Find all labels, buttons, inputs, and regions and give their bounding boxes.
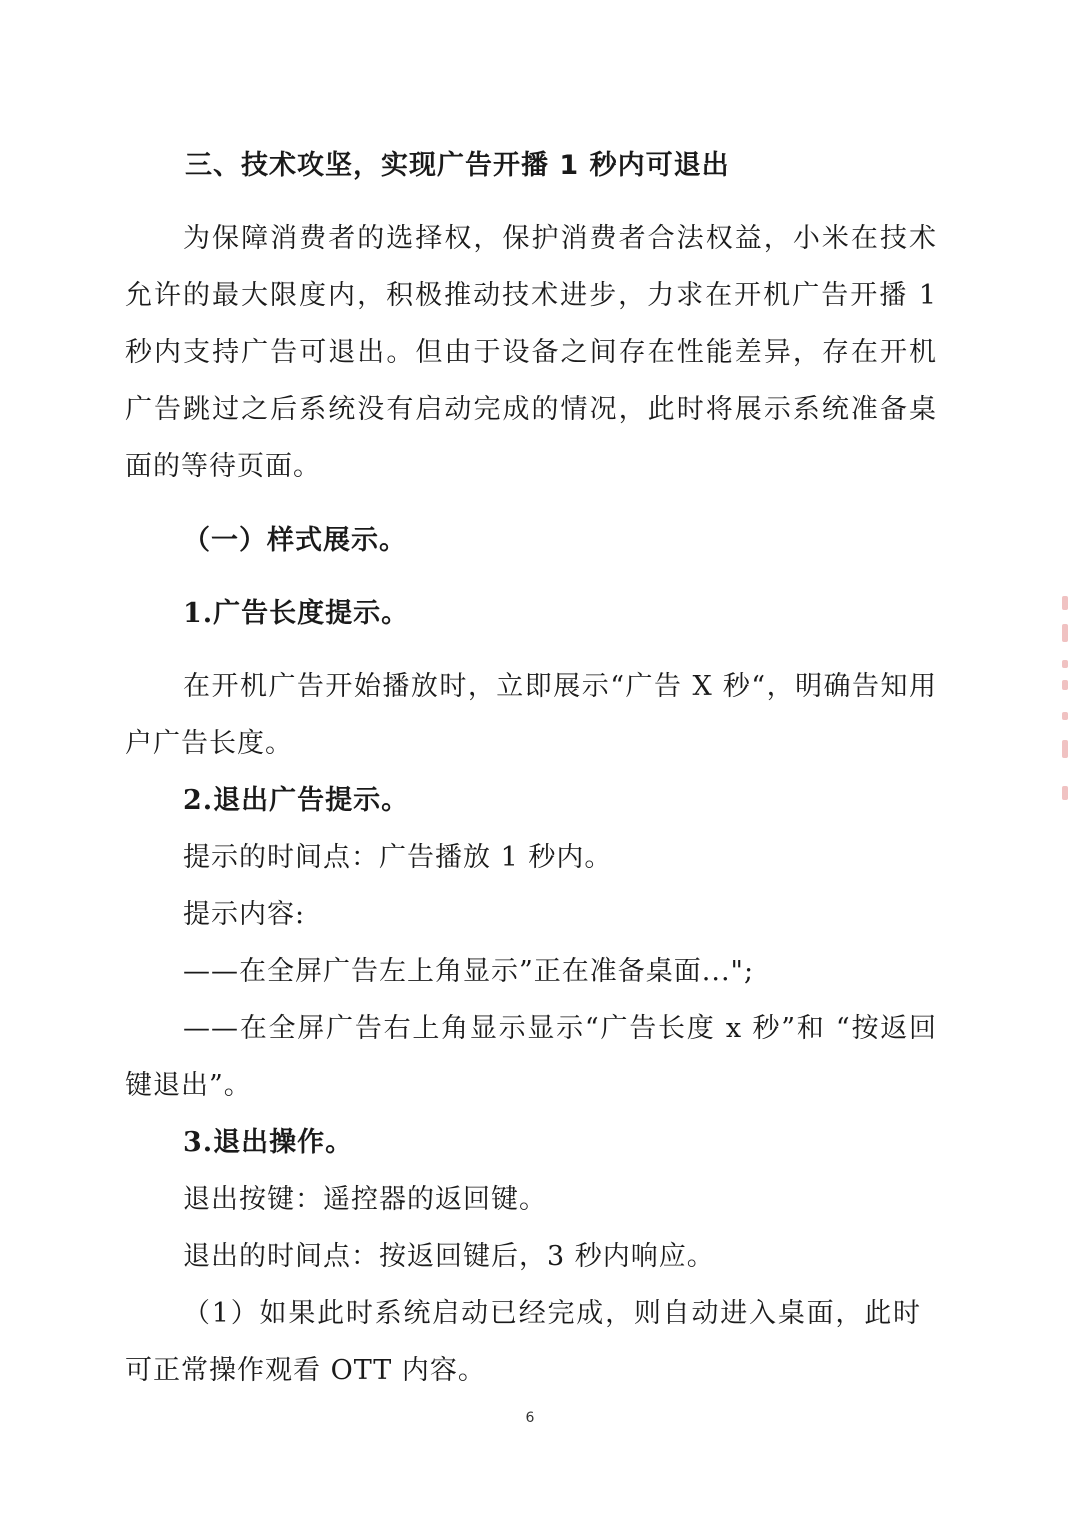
seal-mark: [1062, 624, 1068, 642]
seal-mark: [1062, 680, 1068, 690]
item2-dash-2-line-1: ——在全屏广告右上角显示显示“广告长度 x 秒”和 “按返回: [183, 1013, 937, 1044]
seal-mark: [1062, 660, 1068, 668]
intro-line-3: 秒内支持广告可退出。但由于设备之间存在性能差异，存在开机: [125, 337, 937, 368]
subsection-heading: （一）样式展示。: [183, 525, 407, 556]
item3-case1-line-1: （1）如果此时系统启动已经完成，则自动进入桌面，此时: [183, 1298, 921, 1329]
seal-mark: [1062, 712, 1068, 720]
seal-mark: [1062, 786, 1068, 800]
intro-line-5: 面的等待页面。: [125, 451, 321, 482]
item1-line-2: 户广告长度。: [125, 728, 293, 759]
item2-heading: 2.退出广告提示。: [183, 785, 410, 816]
section-heading: 三、技术攻坚，实现广告开播 1 秒内可退出: [185, 150, 730, 181]
item2-dash-2-line-2: 键退出”。: [125, 1070, 252, 1101]
intro-line-2: 允许的最大限度内，积极推动技术进步，力求在开机广告开播 1: [125, 280, 937, 311]
item2-content-label: 提示内容:: [183, 899, 306, 930]
item2-dash-1: ——在全屏广告左上角显示”正在准备桌面...";: [183, 956, 755, 987]
item1-line-1: 在开机广告开始播放时，立即展示“广告 X 秒“，明确告知用: [183, 671, 937, 702]
intro-line-1: 为保障消费者的选择权，保护消费者合法权益，小米在技术: [183, 223, 937, 254]
seal-mark: [1062, 740, 1068, 758]
item3-case1-line-2: 可正常操作观看 OTT 内容。: [125, 1355, 486, 1386]
item3-heading: 3.退出操作。: [183, 1127, 354, 1158]
item1-heading: 1.广告长度提示。: [183, 598, 410, 629]
item2-time: 提示的时间点：广告播放 1 秒内。: [183, 842, 613, 873]
page-number: 6: [525, 1410, 535, 1426]
item3-key: 退出按键：遥控器的返回键。: [183, 1184, 547, 1215]
intro-line-4: 广告跳过之后系统没有启动完成的情况，此时将展示系统准备桌: [125, 394, 937, 425]
item3-time: 退出的时间点：按返回键后，3 秒内响应。: [183, 1241, 715, 1272]
seal-mark: [1062, 596, 1068, 610]
